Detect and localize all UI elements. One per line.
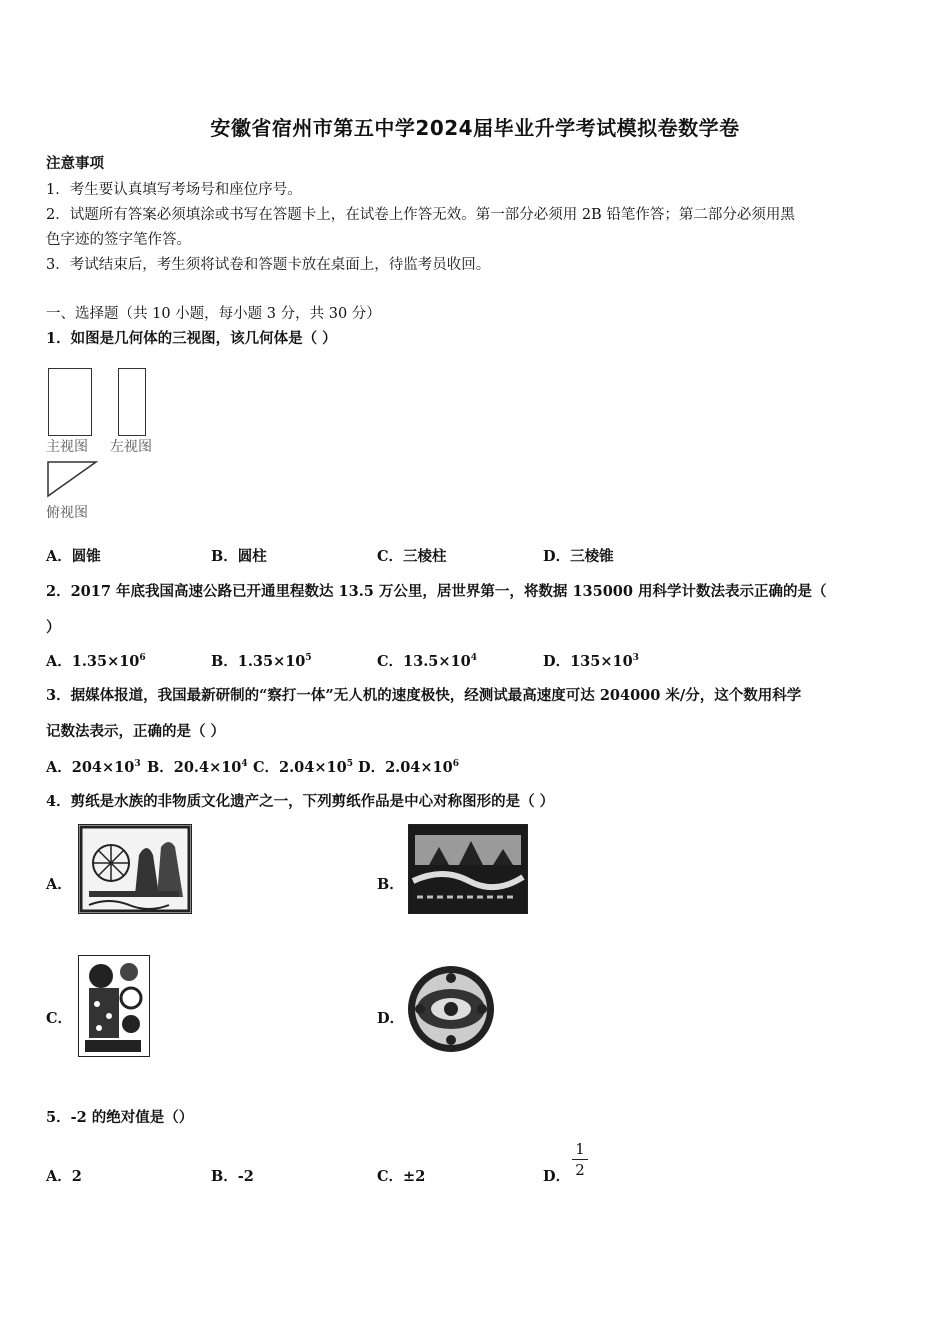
q3-option-a: A．$204\times 10^3$ <box>46 759 141 776</box>
fraction-bar <box>572 1159 588 1160</box>
front-view-rect <box>48 368 92 436</box>
section-heading: 一、选择题（共 10 小题，每小题 3 分，共 30 分） <box>46 306 381 322</box>
left-view-label: 左视图 <box>110 439 152 455</box>
q3-option-b: B．$20.4\times 10^4$ <box>147 759 248 776</box>
q2-option-c: C．$13.5\times 10^4$ <box>377 653 477 670</box>
three-view-figure <box>46 366 216 526</box>
top-view-label: 俯视图 <box>46 505 88 521</box>
q3-option-d: D．$2.04\times 10^6$ <box>358 759 459 776</box>
papercut-landscape-figure <box>409 825 527 913</box>
q1-option-a: A．圆锥 <box>46 548 101 565</box>
q4-option-b: B． <box>377 876 404 893</box>
notice-item-1: 1．考生要认真填写考场号和座位序号。 <box>46 182 302 198</box>
papercut-circle-figure <box>406 962 496 1056</box>
q4-option-c: C． <box>46 1010 73 1027</box>
q5-fraction <box>572 1140 588 1179</box>
q5-option-b: B．-2 <box>211 1168 254 1185</box>
papercut-wheel-figure <box>79 825 191 913</box>
page-title: 安徽省宿州市第五中学2024届毕业升学考试模拟卷数学卷 <box>210 116 740 140</box>
top-view-triangle <box>46 460 100 500</box>
q5-option-c: C．±2 <box>377 1168 426 1185</box>
papercut-image-a <box>78 824 192 914</box>
q4-option-a: A． <box>46 876 72 893</box>
papercut-image-d <box>406 962 496 1056</box>
front-view-label: 主视图 <box>46 439 88 455</box>
q5-option-d: D． <box>543 1168 571 1185</box>
notice-heading: 注意事项 <box>46 155 104 172</box>
q4-option-d: D． <box>377 1010 405 1027</box>
q2-option-d: D．$135\times 10^3$ <box>543 653 639 670</box>
notice-item-2: 2．试题所有答案必须填涂或书写在答题卡上，在试卷上作答无效。第一部分必须用 2B 铅笔作答；第二部分必须用黑 <box>46 207 795 223</box>
q1-option-c: C．三棱柱 <box>377 548 447 565</box>
papercut-figure-c <box>79 956 149 1056</box>
q3-stem-cont: 记数法表示，正确的是（ ） <box>46 723 226 740</box>
q2-option-a: A．$1.35\times 10^6$ <box>46 653 146 670</box>
q5-stem: 5．-2 的绝对值是（） <box>46 1109 194 1126</box>
notice-item-3: 3．考试结束后，考生须将试卷和答题卡放在桌面上，待监考员收回。 <box>46 257 491 273</box>
q3-stem: 3．据媒体报道，我国最新研制的“察打一体”无人机的速度极快，经测试最高速度可达 204000 米/分，这个数用科学 <box>46 687 802 704</box>
papercut-image-c <box>78 955 150 1057</box>
papercut-image-b <box>408 824 528 914</box>
notice-item-2-cont: 色字迹的签字笔作答。 <box>46 232 191 248</box>
q2-stem-cont: ） <box>46 619 61 636</box>
left-view-rect <box>118 368 146 436</box>
q2-stem: 2．2017 年底我国高速公路已开通里程数达 13.5 万公里，居世界第一，将数据 135000 用科学计数法表示正确的是（ <box>46 583 827 600</box>
fraction-numerator: 1 <box>575 1140 585 1158</box>
fraction-denominator: 2 <box>575 1161 585 1179</box>
q3-option-c: C．$2.04\times 10^5$ <box>253 759 353 776</box>
q1-stem: 1．如图是几何体的三视图，该几何体是（ ） <box>46 330 337 347</box>
q5-option-a: A．2 <box>46 1168 82 1185</box>
q1-option-b: B．圆柱 <box>211 548 267 565</box>
q4-stem: 4．剪纸是水族的非物质文化遗产之一，下列剪纸作品是中心对称图形的是（ ） <box>46 793 555 810</box>
q1-option-d: D．三棱锥 <box>543 548 614 565</box>
q2-option-b: B．$1.35\times 10^5$ <box>211 653 312 670</box>
